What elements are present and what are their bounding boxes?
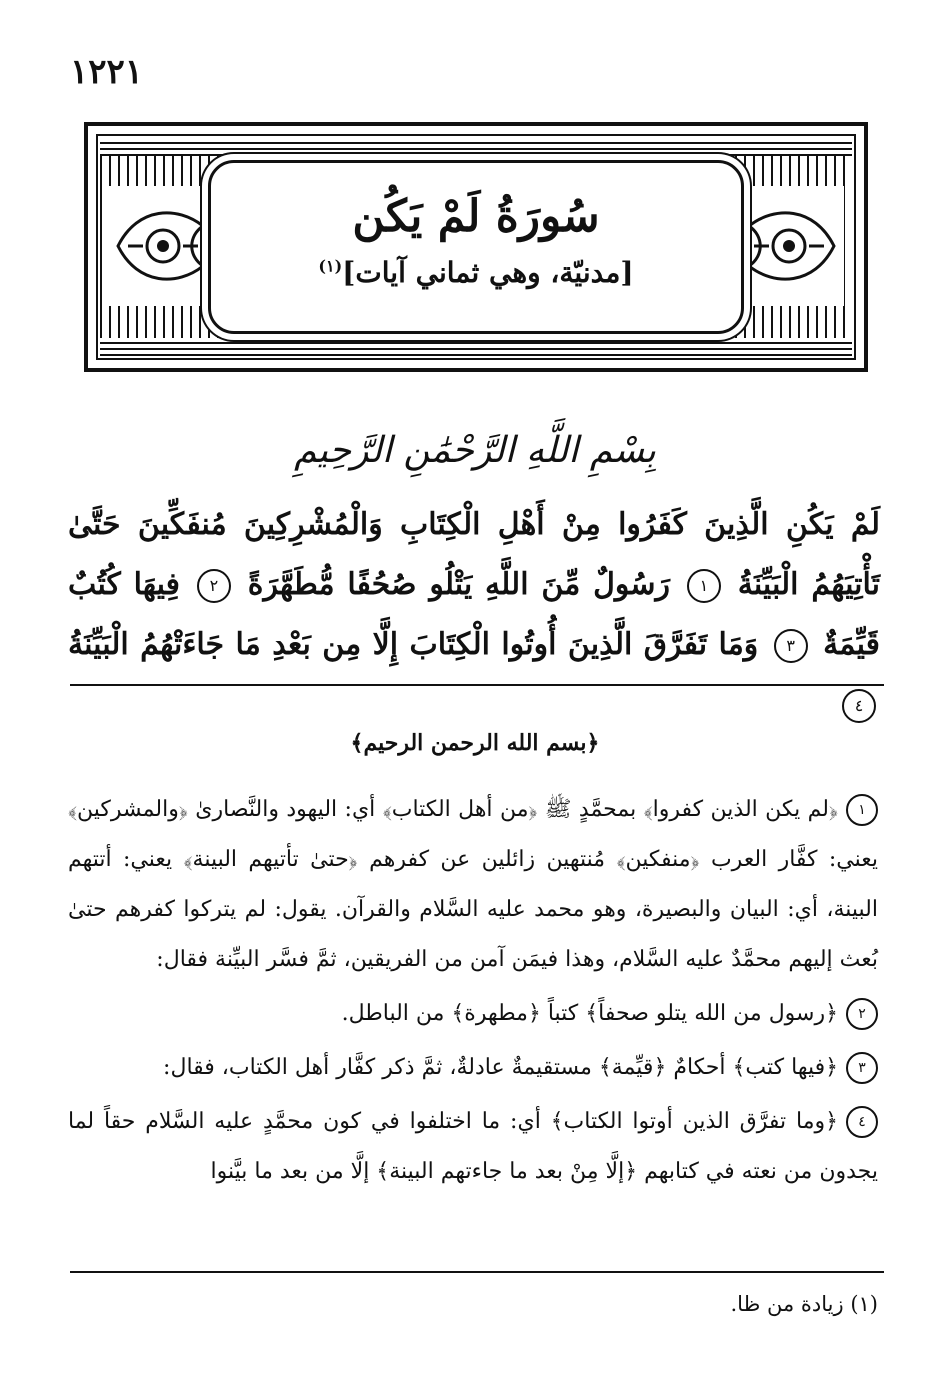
surah-title: سُورَةُ لَمْ يَكُن bbox=[352, 191, 600, 242]
commentary-text: ﴿رسول من الله يتلو صحفاً﴾ كتباً ﴿مطهرة﴾ من الباطل. bbox=[341, 1001, 838, 1026]
basmala-calligraphy: بِسْمِ اللَّهِ الرَّحْمَٰنِ الرَّحِيمِ bbox=[294, 430, 656, 471]
page-number: ١٢٢١ bbox=[70, 52, 144, 92]
surah-header-frame bbox=[84, 122, 868, 372]
verse-number-badge: ٢ bbox=[846, 998, 878, 1030]
footnote-ref: (١) bbox=[318, 256, 343, 276]
commentary-paragraph bbox=[68, 1043, 878, 1093]
arabesque-ornament-icon bbox=[734, 186, 844, 306]
ayah-number: ٢ bbox=[197, 569, 231, 603]
ayah-number: ٣ bbox=[774, 629, 808, 663]
verse-text: لَمْ يَكُنِ الَّذِينَ كَفَرُوا مِنْ أَهْلِ الْكِتَابِ وَالْمُشْرِكِينَ مُنفَكِّينَ حَتَّىٰ تَأْتِيَهُمُ الْبَيِّنَةُ bbox=[68, 507, 881, 602]
commentary-text: ﴿لم يكن الذين كفروا﴾ بمحمَّدٍ ﷺ ﴿من أهل الكتاب﴾ أي: اليهود والنَّصارىٰ ﴿والمشركين﴾ يعني: كفَّار العرب ﴿منفكين﴾ مُنتهين زائلين عن كفرهم ﴿حتىٰ تأتيهم البينة﴾ يعني: أتتهم البينة، أي: البيان والبصيرة، وهو محمد عليه السَّلام والقرآن. يقول: لم يتركوا كفرهم حتىٰ بُعث إليهم محمَّدٌ عليه السَّلام، وهذا فيمَن آمن من الفريقين، ثمَّ فسَّر البيِّنة فقال: bbox=[68, 797, 878, 972]
verse-number-badge: ١ bbox=[846, 794, 878, 826]
verse-text: فِيهَا كُتُبٌ قَيِّمَةٌ bbox=[68, 567, 880, 662]
verse-text: وَمَا تَفَرَّقَ الَّذِينَ أُوتُوا الْكِتَابَ إِلَّا مِن بَعْدِ مَا جَاءَتْهُمُ الْبَيِّنَةُ bbox=[68, 627, 759, 662]
divider bbox=[70, 684, 884, 686]
commentary-text: ﴿وما تفرَّق الذين أوتوا الكتاب﴾ أي: ما اختلفوا في كون محمَّدٍ عليه السَّلام حقاً لما يجدون من نعته في كتابهم ﴿إلَّا مِنْ بعد ما جاءتهم البينة﴾ إلَّا من بعد ما بيَّنوا bbox=[68, 1109, 878, 1184]
footnote bbox=[731, 1292, 879, 1316]
commentary-paragraph bbox=[68, 785, 878, 985]
hatch-bottom bbox=[100, 338, 852, 356]
verse-number-badge: ٤ bbox=[846, 1106, 878, 1138]
commentary-basmala: ﴿بسم الله الرحمن الرحيم﴾ bbox=[350, 730, 600, 756]
surah-subtitle-text: [مدنيّة، وهي ثماني آيات] bbox=[342, 256, 634, 289]
hatch-top bbox=[100, 138, 852, 156]
ayah-number: ٤ bbox=[842, 689, 876, 723]
commentary bbox=[68, 785, 878, 1201]
quran-verses bbox=[68, 495, 880, 735]
footnote-text: زيادة من ظا. bbox=[730, 1292, 844, 1316]
commentary-text: ﴿فيها كتب﴾ أحكامٌ ﴿قيِّمة﴾ مستقيمةٌ عادلةٌ، ثمَّ ذكر كفَّار أهل الكتاب، فقال: bbox=[163, 1055, 838, 1080]
title-cartouche bbox=[208, 160, 744, 334]
arabesque-ornament-icon bbox=[108, 186, 218, 306]
verse-number-badge: ٣ bbox=[846, 1052, 878, 1084]
commentary-paragraph bbox=[68, 989, 878, 1039]
ayah-number: ١ bbox=[687, 569, 721, 603]
footnote-number: (١) bbox=[850, 1292, 878, 1316]
footnote-divider bbox=[70, 1271, 884, 1273]
surah-subtitle bbox=[211, 256, 741, 289]
commentary-paragraph bbox=[68, 1097, 878, 1197]
verse-text: رَسُولٌ مِّنَ اللَّهِ يَتْلُو صُحُفًا مُّطَهَّرَةً bbox=[247, 567, 671, 602]
